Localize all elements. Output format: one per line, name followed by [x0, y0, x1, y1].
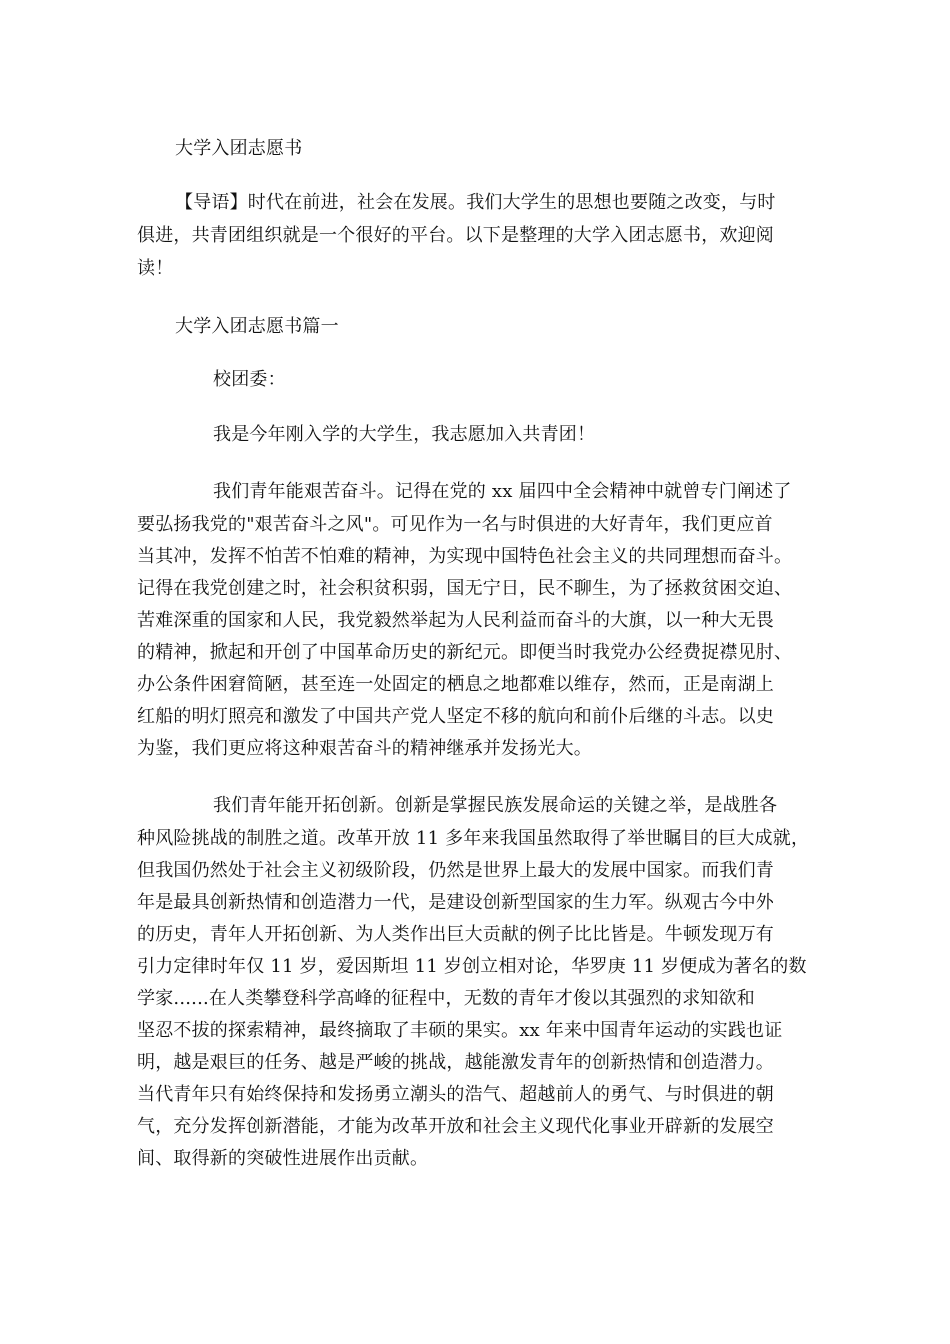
paragraph2-line-4: 年是最具创新热情和创造潜力一代，是建设创新型国家的生力军。纵观古今中外 [137, 892, 774, 913]
paragraph1-line-4: 记得在我党创建之时，社会积贫积弱，国无宁日，民不聊生，为了拯救贫困交迫、 [137, 578, 793, 599]
paragraph1-line-9: 为鉴，我们更应将这种艰苦奋斗的精神继承并发扬光大。 [137, 738, 592, 759]
paragraph1-line-7: 办公条件困窘简陋，甚至连一处固定的栖息之地都难以维存，然而，正是南湖上 [137, 674, 774, 695]
paragraph1-line-5: 苦难深重的国家和人民，我党毅然举起为人民利益而奋斗的大旗，以一种大无畏 [137, 610, 774, 631]
paragraph2-line-5: 的历史，青年人开拓创新、为人类作出巨大贡献的例子比比皆是。牛顿发现万有 [137, 924, 774, 945]
section-title: 大学入团志愿书篇一 [175, 316, 339, 337]
paragraph1-line-1: 我们青年能艰苦奋斗。记得在党的 xx 届四中全会精神中就曾专门阐述了 [213, 481, 792, 502]
salutation: 校团委： [213, 369, 286, 390]
paragraph2-line-10: 当代青年只有始终保持和发扬勇立潮头的浩气、超越前人的勇气、与时俱进的朝 [137, 1084, 774, 1105]
paragraph1-line-8: 红船的明灯照亮和激发了中国共产党人坚定不移的航向和前仆后继的斗志。以史 [137, 706, 774, 727]
paragraph2-line-3: 但我国仍然处于社会主义初级阶段，仍然是世界上最大的发展中国家。而我们青 [137, 860, 774, 881]
paragraph2-line-11: 气，充分发挥创新潜能，才能为改革开放和社会主义现代化事业开辟新的发展空 [137, 1116, 774, 1137]
paragraph2-line-1: 我们青年能开拓创新。创新是掌握民族发展命运的关键之举，是战胜各 [213, 795, 778, 816]
intro-line-1: 【导语】时代在前进，社会在发展。我们大学生的思想也要随之改变，与时 [175, 192, 776, 213]
intro-line-2: 俱进，共青团组织就是一个很好的平台。以下是整理的大学入团志愿书，欢迎阅 [137, 225, 774, 246]
paragraph2-line-2: 种风险挑战的制胜之道。改革开放 11 多年来我国虽然取得了举世瞩目的巨大成就， [137, 828, 810, 849]
document-title: 大学入团志愿书 [175, 138, 303, 159]
paragraph2-line-8: 坚忍不拔的探索精神，最终摘取了丰硕的果实。xx 年来中国青年运动的实践也证 [137, 1020, 783, 1041]
paragraph1-line-2: 要弘扬我党的"艰苦奋斗之风"。可见作为一名与时俱进的大好青年，我们更应首 [137, 514, 773, 535]
intro-line-3: 读！ [137, 258, 174, 279]
paragraph2-line-9: 明，越是艰巨的任务、越是严峻的挑战，越能激发青年的创新热情和创造潜力。 [137, 1052, 774, 1073]
paragraph1-line-3: 当其冲，发挥不怕苦不怕难的精神，为实现中国特色社会主义的共同理想而奋斗。 [137, 546, 793, 567]
opening-sentence: 我是今年刚入学的大学生，我志愿加入共青团！ [213, 424, 596, 445]
paragraph2-line-6: 引力定律时年仅 11 岁，爱因斯坦 11 岁创立相对论，华罗庚 11 岁便成为著名的数 [137, 956, 807, 977]
paragraph2-line-12: 间、取得新的突破性进展作出贡献。 [137, 1148, 429, 1169]
paragraph2-line-7: 学家......在人类攀登科学高峰的征程中，无数的青年才俊以其强烈的求知欲和 [137, 988, 755, 1009]
paragraph1-line-6: 的精神，掀起和开创了中国革命历史的新纪元。即便当时我党办公经费捉襟见肘、 [137, 642, 793, 663]
